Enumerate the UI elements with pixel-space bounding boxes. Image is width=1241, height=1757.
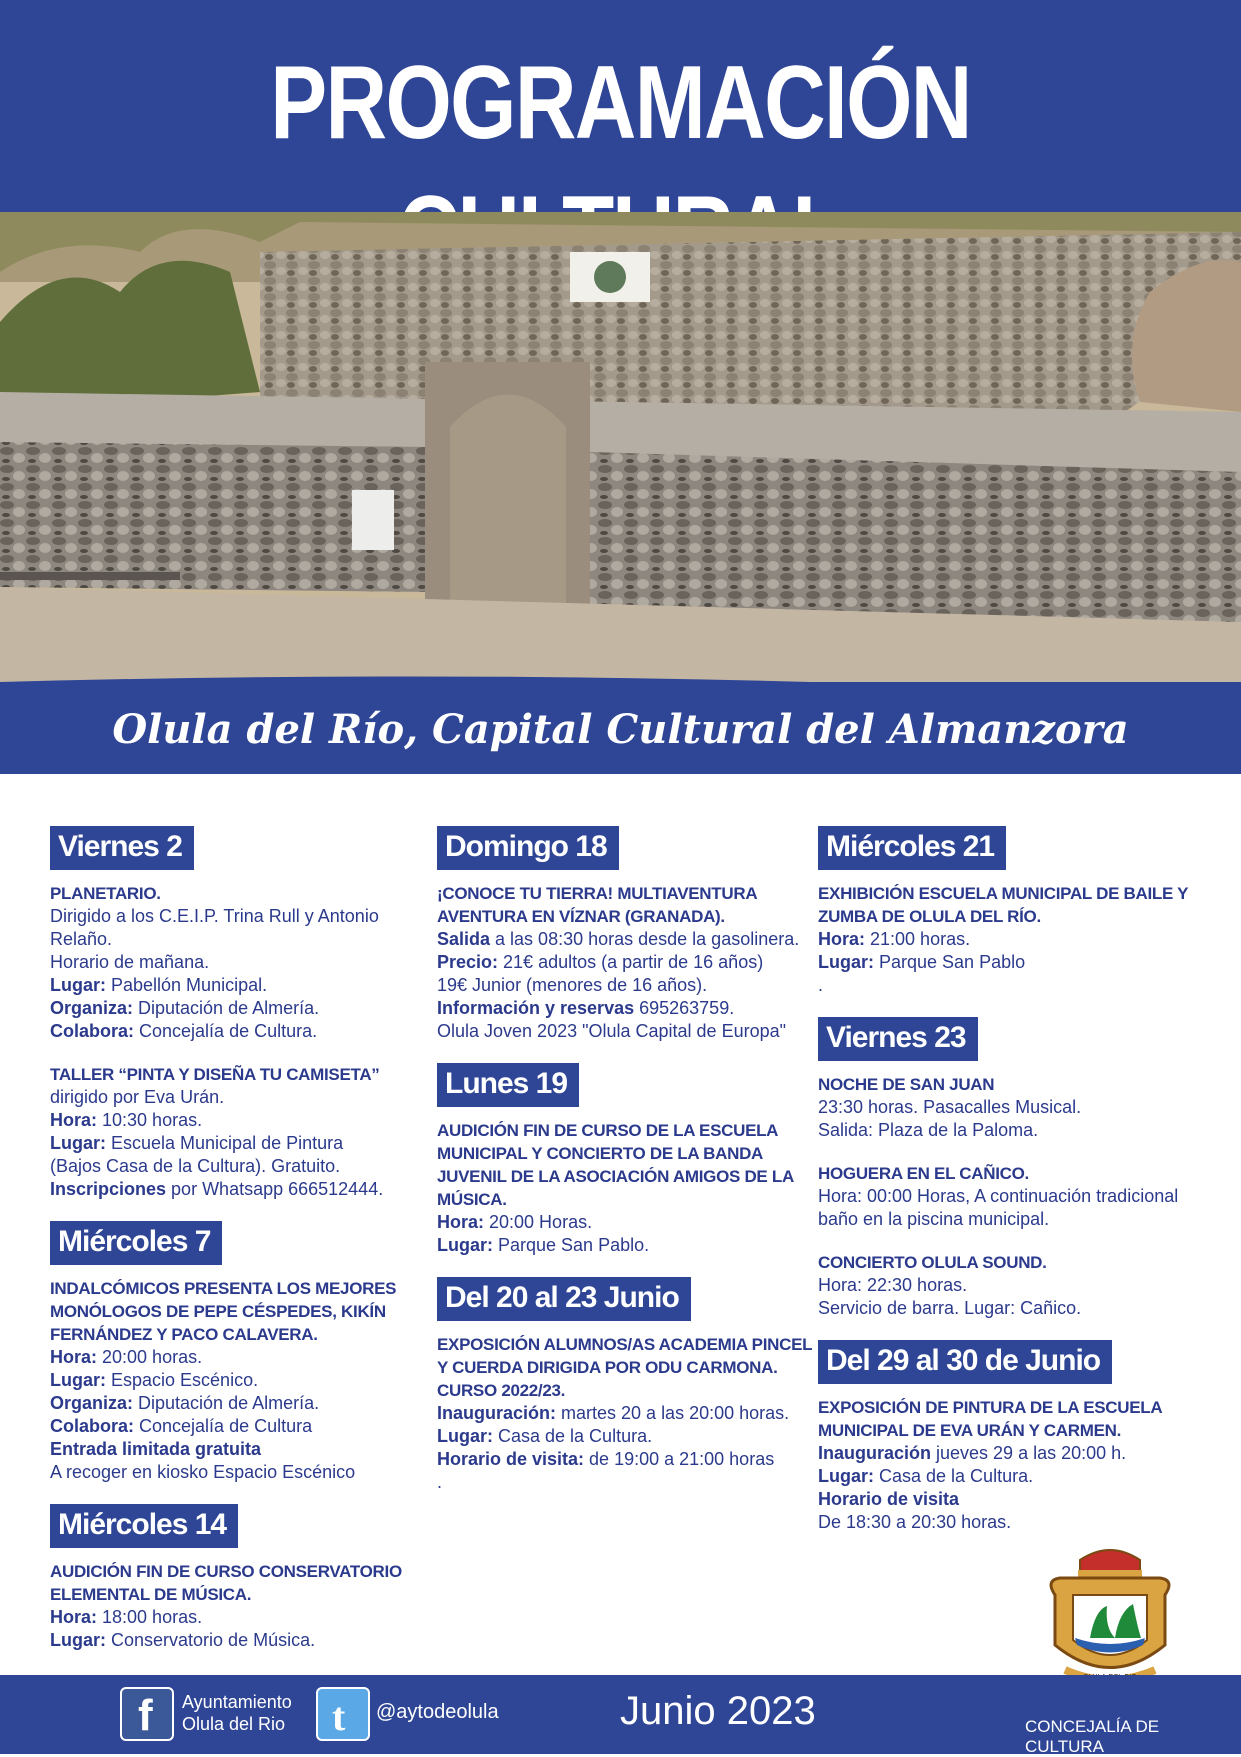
day-heading: Miércoles 7 <box>50 1221 222 1265</box>
event-detail <box>50 1438 430 1461</box>
detail-key: Colabora: <box>50 1416 135 1436</box>
detail-key: Hora: <box>437 1212 485 1232</box>
detail-value: Dirigido a los C.E.I.P. Trina Rull y Antonio Relaño. <box>50 906 379 949</box>
footer-band <box>0 1675 1241 1754</box>
event-item <box>50 1560 430 1652</box>
month-label: Junio 2023 <box>620 1689 816 1733</box>
event-detail <box>818 1488 1218 1511</box>
event-detail <box>818 1465 1218 1488</box>
day-block <box>50 1221 430 1484</box>
detail-key: Hora: <box>50 1110 98 1130</box>
event-title: EXHIBICIÓN ESCUELA MUNICIPAL DE BAILE Y ZUMBA DE OLULA DEL RÍO. <box>818 884 1188 926</box>
event-detail <box>818 1096 1218 1119</box>
event-detail <box>50 1086 430 1109</box>
detail-value: Hora: 00:00 Horas, A continuación tradicional baño en la piscina municipal. <box>818 1186 1179 1229</box>
detail-value: 20:00 horas. <box>97 1347 203 1367</box>
event-detail <box>50 1461 430 1484</box>
day-heading: Domingo 18 <box>437 826 619 870</box>
header-band <box>0 0 1241 212</box>
detail-key: Inauguración <box>818 1443 932 1463</box>
detail-key: Hora: <box>50 1607 98 1627</box>
event-detail <box>50 1606 430 1629</box>
day-heading: Miércoles 14 <box>50 1504 238 1548</box>
detail-key: Inscripciones <box>50 1179 167 1199</box>
detail-value: Salida: Plaza de la Paloma. <box>818 1120 1039 1140</box>
event-title: AUDICIÓN FIN DE CURSO DE LA ESCUELA MUNICIPAL Y CONCIERTO DE LA BANDA JUVENIL DE LA ASOCIACIÓN AMIGOS DE LA MÚSICA. <box>437 1121 794 1209</box>
program-column-2 <box>437 826 817 1514</box>
detail-key: Precio: <box>437 952 499 972</box>
detail-value: de 19:00 a 21:00 horas <box>584 1449 775 1469</box>
event-detail <box>437 928 817 951</box>
event-detail <box>818 1185 1218 1231</box>
detail-value: Horario de mañana. <box>50 952 210 972</box>
event-item <box>818 882 1218 997</box>
event-detail <box>818 974 1218 997</box>
detail-value: Olula Joven 2023 "Olula Capital de Europa" <box>437 1021 786 1041</box>
detail-key: Lugar: <box>50 1630 106 1650</box>
detail-key: Salida <box>437 929 491 949</box>
event-detail <box>437 1234 817 1257</box>
detail-key: Horario de visita <box>818 1489 960 1509</box>
detail-value: a las 08:30 horas desde la gasolinera. <box>490 929 800 949</box>
detail-value: Parque San Pablo <box>874 952 1026 972</box>
event-detail <box>818 1274 1218 1297</box>
event-detail <box>437 997 817 1020</box>
detail-key: Horario de visita: <box>437 1449 585 1469</box>
program-column-1 <box>50 826 430 1672</box>
detail-value: 21:00 horas. <box>865 929 971 949</box>
event-detail <box>437 1425 817 1448</box>
detail-key: Lugar: <box>437 1235 493 1255</box>
fountain-image <box>0 212 1241 682</box>
detail-value: De 18:30 a 20:30 horas. <box>818 1512 1012 1532</box>
concejalia-label: CONCEJALÍA DE CULTURA <box>1025 1717 1160 1756</box>
detail-value: Casa de la Cultura. <box>493 1426 653 1446</box>
event-title: NOCHE DE SAN JUAN <box>818 1075 995 1094</box>
event-detail <box>50 974 430 997</box>
day-block <box>50 1504 430 1652</box>
event-detail <box>50 1020 430 1043</box>
hero-photo <box>0 212 1241 682</box>
event-title: INDALCÓMICOS PRESENTA LOS MEJORES MONÓLOGOS DE PEPE CÉSPEDES, KIKÍN FERNÁNDEZ Y PACO CALAVERA. <box>50 1279 397 1344</box>
detail-value: Casa de la Cultura. <box>874 1466 1034 1486</box>
detail-value: dirigido por Eva Urán. <box>50 1087 225 1107</box>
detail-key: Lugar: <box>818 1466 874 1486</box>
detail-value: Conservatorio de Música. <box>106 1630 316 1650</box>
event-detail <box>50 1178 430 1201</box>
event-title: CONCIERTO OLULA SOUND. <box>818 1253 1047 1272</box>
day-heading: Lunes 19 <box>437 1063 579 1107</box>
detail-value: martes 20 a las 20:00 horas. <box>556 1403 790 1423</box>
event-detail <box>437 974 817 997</box>
event-detail <box>437 1211 817 1234</box>
detail-value: Escuela Municipal de Pintura <box>106 1133 344 1153</box>
detail-value: Parque San Pablo. <box>493 1235 650 1255</box>
detail-key: Hora: <box>50 1347 98 1367</box>
event-detail <box>50 1132 430 1155</box>
subtitle: Olula del Río, Capital Cultural del Almanzora <box>112 706 1129 753</box>
twitter-handle[interactable]: @aytodeolula <box>376 1701 499 1723</box>
detail-key: Lugar: <box>50 1370 106 1390</box>
event-title: ¡CONOCE TU TIERRA! MULTIAVENTURA AVENTURA EN VÍZNAR (GRANADA). <box>437 884 757 926</box>
day-heading: Viernes 23 <box>818 1017 978 1061</box>
detail-value: . <box>437 1472 443 1492</box>
event-item <box>50 1277 430 1484</box>
detail-value: Hora: 22:30 horas. <box>818 1275 968 1295</box>
day-block <box>437 826 817 1043</box>
event-title: PLANETARIO. <box>50 884 161 903</box>
facebook-icon[interactable]: f <box>120 1687 174 1741</box>
day-heading: Viernes 2 <box>50 826 194 870</box>
event-detail <box>50 1346 430 1369</box>
event-item <box>437 1333 817 1494</box>
event-item <box>818 1396 1218 1534</box>
detail-value: 695263759. <box>634 998 735 1018</box>
detail-value: jueves 29 a las 20:00 h. <box>931 1443 1127 1463</box>
event-item <box>437 1119 817 1257</box>
event-detail <box>50 1392 430 1415</box>
event-detail <box>818 1511 1218 1534</box>
municipal-coat-of-arms <box>1045 1540 1175 1690</box>
detail-key: Organiza: <box>50 1393 134 1413</box>
detail-key: Información y reservas <box>437 998 635 1018</box>
detail-key: Hora: <box>818 929 866 949</box>
event-detail <box>437 1402 817 1425</box>
event-detail <box>437 1471 817 1494</box>
event-detail <box>818 951 1218 974</box>
day-block <box>818 1017 1218 1320</box>
detail-value: Diputación de Almería. <box>133 998 320 1018</box>
detail-value: 10:30 horas. <box>97 1110 203 1130</box>
event-detail <box>818 928 1218 951</box>
event-item <box>50 882 430 1043</box>
detail-value: A recoger en kiosko Espacio Escénico <box>50 1462 356 1482</box>
twitter-icon[interactable]: t <box>316 1687 370 1741</box>
detail-value: . <box>818 975 824 995</box>
event-title: HOGUERA EN EL CAÑICO. <box>818 1164 1029 1183</box>
detail-value: Concejalía de Cultura. <box>134 1021 318 1041</box>
detail-value: 20:00 Horas. <box>484 1212 593 1232</box>
event-title: EXPOSICIÓN ALUMNOS/AS ACADEMIA PINCEL Y CUERDA DIRIGIDA POR ODU CARMONA. CURSO 2022/23. <box>437 1335 812 1400</box>
event-detail <box>818 1297 1218 1320</box>
event-detail <box>818 1119 1218 1142</box>
event-title: TALLER “PINTA Y DISEÑA TU CAMISETA” <box>50 1065 380 1084</box>
day-heading: Del 29 al 30 de Junio <box>818 1340 1112 1384</box>
day-block <box>818 1340 1218 1534</box>
detail-key: Organiza: <box>50 998 134 1018</box>
detail-value: Diputación de Almería. <box>133 1393 320 1413</box>
page-title: PROGRAMACIÓN <box>270 45 971 161</box>
event-detail <box>50 1629 430 1652</box>
event-detail <box>50 1415 430 1438</box>
detail-key: Lugar: <box>50 975 106 995</box>
detail-value: 23:30 horas. Pasacalles Musical. <box>818 1097 1082 1117</box>
event-item <box>818 1073 1218 1142</box>
event-detail <box>437 1020 817 1043</box>
event-detail <box>50 1155 430 1178</box>
detail-key: Inauguración: <box>437 1403 557 1423</box>
detail-value: Servicio de barra. Lugar: Cañico. <box>818 1298 1082 1318</box>
event-detail <box>437 1448 817 1471</box>
detail-key: Entrada limitada gratuita <box>50 1439 262 1459</box>
program-column-3 <box>818 826 1218 1554</box>
event-detail <box>818 1442 1218 1465</box>
day-heading: Miércoles 21 <box>818 826 1006 870</box>
event-detail <box>50 951 430 974</box>
day-block <box>437 1063 817 1257</box>
detail-value: 21€ adultos (a partir de 16 años) <box>498 952 764 972</box>
event-item <box>818 1251 1218 1320</box>
detail-value: 19€ Junior (menores de 16 años). <box>437 975 708 995</box>
detail-value: Espacio Escénico. <box>106 1370 259 1390</box>
detail-value: Concejalía de Cultura <box>134 1416 313 1436</box>
detail-key: Colabora: <box>50 1021 135 1041</box>
event-item <box>50 1063 430 1201</box>
event-item <box>437 882 817 1043</box>
day-block <box>818 826 1218 997</box>
event-detail <box>50 997 430 1020</box>
event-detail <box>50 1109 430 1132</box>
event-title: EXPOSICIÓN DE PINTURA DE LA ESCUELA MUNICIPAL DE EVA URÁN Y CARMEN. <box>818 1398 1162 1440</box>
facebook-label[interactable]: Ayuntamiento Olula del Rio <box>182 1692 292 1734</box>
event-title: AUDICIÓN FIN DE CURSO CONSERVATORIO ELEMENTAL DE MÚSICA. <box>50 1562 402 1604</box>
event-detail <box>50 1369 430 1392</box>
detail-key: Lugar: <box>818 952 874 972</box>
event-item <box>818 1162 1218 1231</box>
detail-value: por Whatsapp 666512444. <box>166 1179 384 1199</box>
event-detail <box>437 951 817 974</box>
detail-key: Lugar: <box>437 1426 493 1446</box>
event-detail <box>50 905 430 951</box>
day-block <box>437 1277 817 1494</box>
day-block <box>50 826 430 1201</box>
detail-value: 18:00 horas. <box>97 1607 203 1627</box>
detail-value: Pabellón Municipal. <box>106 975 268 995</box>
day-heading: Del 20 al 23 Junio <box>437 1277 691 1321</box>
detail-value: (Bajos Casa de la Cultura). Gratuito. <box>50 1156 341 1176</box>
detail-key: Lugar: <box>50 1133 106 1153</box>
